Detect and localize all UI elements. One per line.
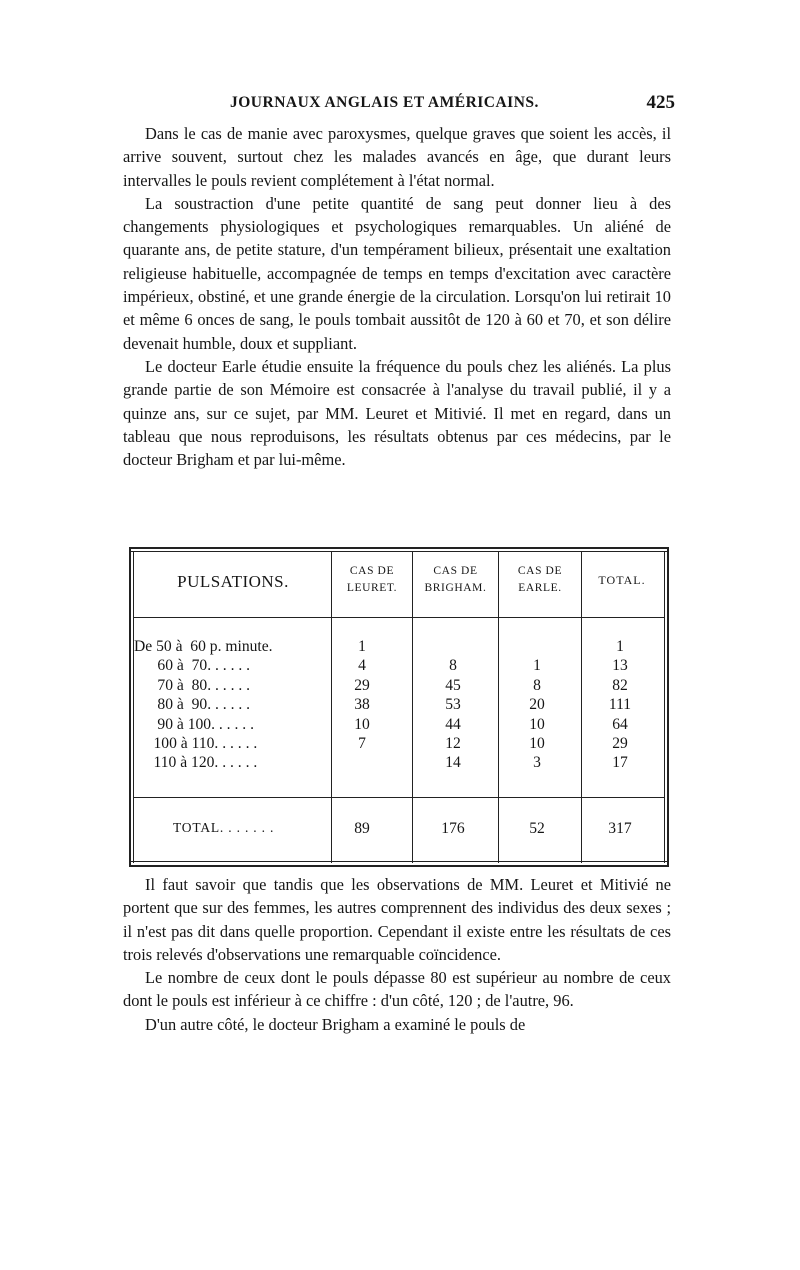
cell-earle: 8 <box>533 676 541 694</box>
cell-brigham: 14 <box>445 754 461 772</box>
cell-total: 64 <box>612 715 628 733</box>
table-body <box>129 637 669 773</box>
cell-total: 82 <box>612 676 628 694</box>
cell-leuret: 7 <box>358 734 366 752</box>
body-text-top <box>123 122 671 471</box>
table-row <box>129 715 669 734</box>
header-line: CAS DE <box>433 565 478 577</box>
cell-leuret: 10 <box>354 715 370 733</box>
column-header-brigham <box>413 563 498 597</box>
table-row <box>129 656 669 675</box>
table-border <box>129 551 669 552</box>
column-header-total: TOTAL. <box>598 573 646 587</box>
paragraph: Le nombre de ceux dont le pouls dépasse 80 est supérieur au nombre de ceux dont le pouls est inférieur à ce chiffre : d'un côté, 120 ; de l'autre, 96. <box>123 968 671 1011</box>
table-border <box>129 865 669 867</box>
cell-total: 1 <box>616 638 624 655</box>
header-line: LEURET. <box>346 582 398 594</box>
cell-leuret: 38 <box>354 696 370 714</box>
paragraph: Le docteur Earle étudie ensuite la fréquence du pouls chez les aliénés. La plus grande partie de son Mémoire est consacrée à l'analyse du travail publié, il y a quinze ans, sur ce sujet, par MM. Leuret et Mitivié. Il met en regard, dans un tableau que nous reproduisons, les résultats obtenus par ces médecins, par le docteur Brigham et par lui-même. <box>123 356 671 470</box>
header-line: BRIGHAM. <box>424 582 487 594</box>
table-border <box>129 861 669 862</box>
row-label: 110 à 120. . . . . . <box>134 754 258 772</box>
cell-earle-total: 52 <box>529 820 545 837</box>
row-label: 80 à 90. . . . . . <box>134 696 251 714</box>
cell-brigham: 8 <box>449 657 457 675</box>
header-line: CAS DE <box>349 565 395 577</box>
header-line: EARLE. <box>518 582 562 594</box>
paragraph: La soustraction d'une petite quantité de sang peut donner lieu à des changements physiologiques et psychologiques remarquables. Un aliéné de quarante ans, de petite stature, d'un tempérament bilieux, présentait une exaltation religieuse habituelle, accompagnée de temps en temps d'excitation avec caractère impérieux, obstiné, et une grande énergie de la circulation. Lorsqu'on lui retirait 10 et même 6 onces de sang, le pouls tombait aussitôt de 120 à 60 et 70, et son délire devenait humble, doux et suppliant. <box>123 193 671 353</box>
cell-earle: 1 <box>533 657 541 675</box>
table-total-row <box>129 820 669 842</box>
column-header-leuret <box>332 563 412 597</box>
paragraph: Il faut savoir que tandis que les observations de MM. Leuret et Mitivié ne portent que sur des femmes, les autres comprennent des individus des deux sexes ; il n'est pas dit dans quelle proportion. Cependant il existe entre les résultats de ces trois relevés d'observations une remarquable coïncidence. <box>123 875 671 964</box>
page-number: 425 <box>646 92 675 113</box>
table-row <box>129 676 669 695</box>
cell-total: 111 <box>608 696 632 714</box>
pulse-table <box>129 547 669 867</box>
table-row <box>129 734 669 753</box>
row-label: 60 à 70. . . . . . <box>134 657 251 675</box>
cell-brigham: 53 <box>445 696 461 714</box>
cell-leuret: 29 <box>354 676 370 694</box>
running-head: JOURNAUX ANGLAIS ET AMÉRICAINS. <box>230 94 539 111</box>
cell-leuret: 1 <box>358 638 366 655</box>
cell-grand-total: 317 <box>608 820 632 837</box>
cell-leuret-total: 89 <box>354 820 370 837</box>
cell-earle: 3 <box>533 754 541 772</box>
row-label: 70 à 80. . . . . . <box>134 676 251 694</box>
cell-earle: 20 <box>529 696 545 714</box>
table-row <box>129 753 669 772</box>
paragraph: D'un autre côté, le docteur Brigham a examiné le pouls de <box>145 1014 526 1034</box>
row-label: 90 à 100. . . . . . <box>134 715 254 733</box>
cell-leuret: 4 <box>358 657 366 675</box>
cell-brigham: 44 <box>445 715 461 733</box>
row-label: 100 à 110. . . . . . <box>134 734 258 752</box>
cell-brigham-total: 176 <box>441 820 465 837</box>
table-row <box>129 637 669 656</box>
body-text-bottom <box>123 873 671 1036</box>
cell-brigham: 45 <box>445 676 461 694</box>
cell-earle: 10 <box>529 715 545 733</box>
total-rule <box>133 797 665 798</box>
column-header-pulsations: PULSATIONS. <box>177 572 289 591</box>
cell-total: 29 <box>612 734 628 752</box>
header-rule <box>133 617 665 618</box>
cell-brigham: 12 <box>445 734 461 752</box>
page-header <box>140 92 675 118</box>
table-border <box>129 547 669 549</box>
cell-total: 17 <box>612 754 628 772</box>
paragraph: Dans le cas de manie avec paroxysmes, quelque graves que soient les accès, il arrive souvent, surtout chez les malades avancés en âge, que durant leurs intervalles le pouls revient complétement à l'état normal. <box>123 124 671 190</box>
header-line: CAS DE <box>517 565 563 577</box>
cell-total: 13 <box>612 657 628 675</box>
cell-earle: 10 <box>529 734 545 752</box>
total-label: TOTAL. . . . . . . <box>173 820 275 835</box>
column-header-earle <box>499 563 581 597</box>
table-row <box>129 695 669 714</box>
row-label: De 50 à 60 p. minute. <box>134 638 273 655</box>
